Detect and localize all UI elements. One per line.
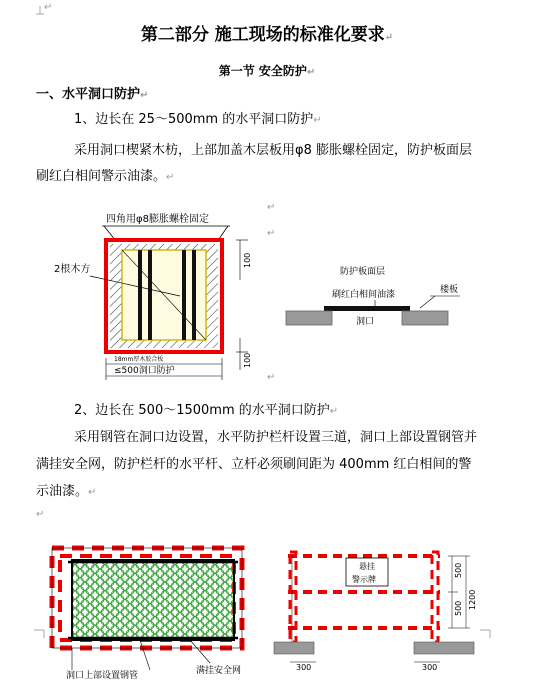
fig4-sign-2: 警示牌 (352, 575, 376, 584)
fig4-dim-500a: 500 (454, 562, 463, 578)
fig3-label-pipe: 洞口上部设置钢管 (66, 671, 139, 681)
fig1-bottom-dim: ≤500洞口防护 (114, 366, 175, 376)
paragraph-mark: ↵ (267, 228, 276, 239)
fig4-dim-500b: 500 (454, 600, 463, 616)
paragraph-mark: ↵ (267, 372, 276, 383)
fig3-label-net: 满挂安全网 (196, 666, 242, 676)
paragraph-1-line-2: 刷红白相间警示油漆。↵ (36, 169, 175, 184)
page-title: 第二部分 施工现场的标准化要求↵ (140, 25, 394, 45)
fig1-left-label: 2根木方 (54, 264, 91, 275)
fig2-slab-label: 楼板 (440, 285, 459, 295)
paragraph-1-line-1: 采用洞口楔紧木枋，上部加盖木层板用φ8 膨胀螺栓固定，防护板面层 (74, 143, 472, 158)
paragraph-mark: ↵ (267, 202, 276, 213)
paragraph-mark: ↵ (44, 2, 53, 13)
fig1-board-label: 18mm厚木胶合板 (114, 356, 164, 363)
fig4-sign-1: 悬挂 (359, 562, 375, 571)
fig1-dim-top: 100 (243, 252, 252, 268)
section-title: 第一节 安全防护↵ (218, 64, 316, 78)
fig2-board-label-1: 防护板面层 (340, 267, 386, 277)
paragraph-2-line-3: 示油漆。↵ (36, 484, 97, 499)
figure-opening-section (280, 262, 480, 342)
fig4-dim-300b: 300 (422, 663, 438, 672)
paragraph-2-line-2: 满挂安全网，防护栏杆的水平杆、立杆必须刷间距为 400mm 红白相间的警 (36, 457, 472, 472)
fig4-dim-300a: 300 (296, 663, 312, 672)
fig1-top-label: 四角用φ8膨胀螺栓固定 (106, 214, 209, 225)
heading-horizontal-opening: 一、水平洞口防护↵ (36, 87, 149, 102)
fig1-dim-bottom: 100 (243, 352, 252, 368)
figure-small-opening-plan (40, 198, 280, 386)
page-corner-marks (0, 0, 534, 20)
figure-railing-elevation (268, 534, 508, 674)
paragraph-mark: ↵ (36, 509, 45, 520)
figure-large-opening-plan (30, 530, 265, 685)
fig2-board-label-2: 刷红白相间油漆 (332, 290, 396, 300)
paragraph-2-line-1: 采用钢管在洞口边设置，水平防护栏杆设置三道，洞口上部设置钢管并 (74, 430, 478, 445)
item-1-title: 1、边长在 25～500mm 的水平洞口防护↵ (74, 112, 322, 127)
fig2-hole-label: 洞口 (356, 317, 375, 327)
fig4-dim-1200: 1200 (468, 589, 477, 610)
item-2-title: 2、边长在 500～1500mm 的水平洞口防护↵ (74, 403, 339, 418)
